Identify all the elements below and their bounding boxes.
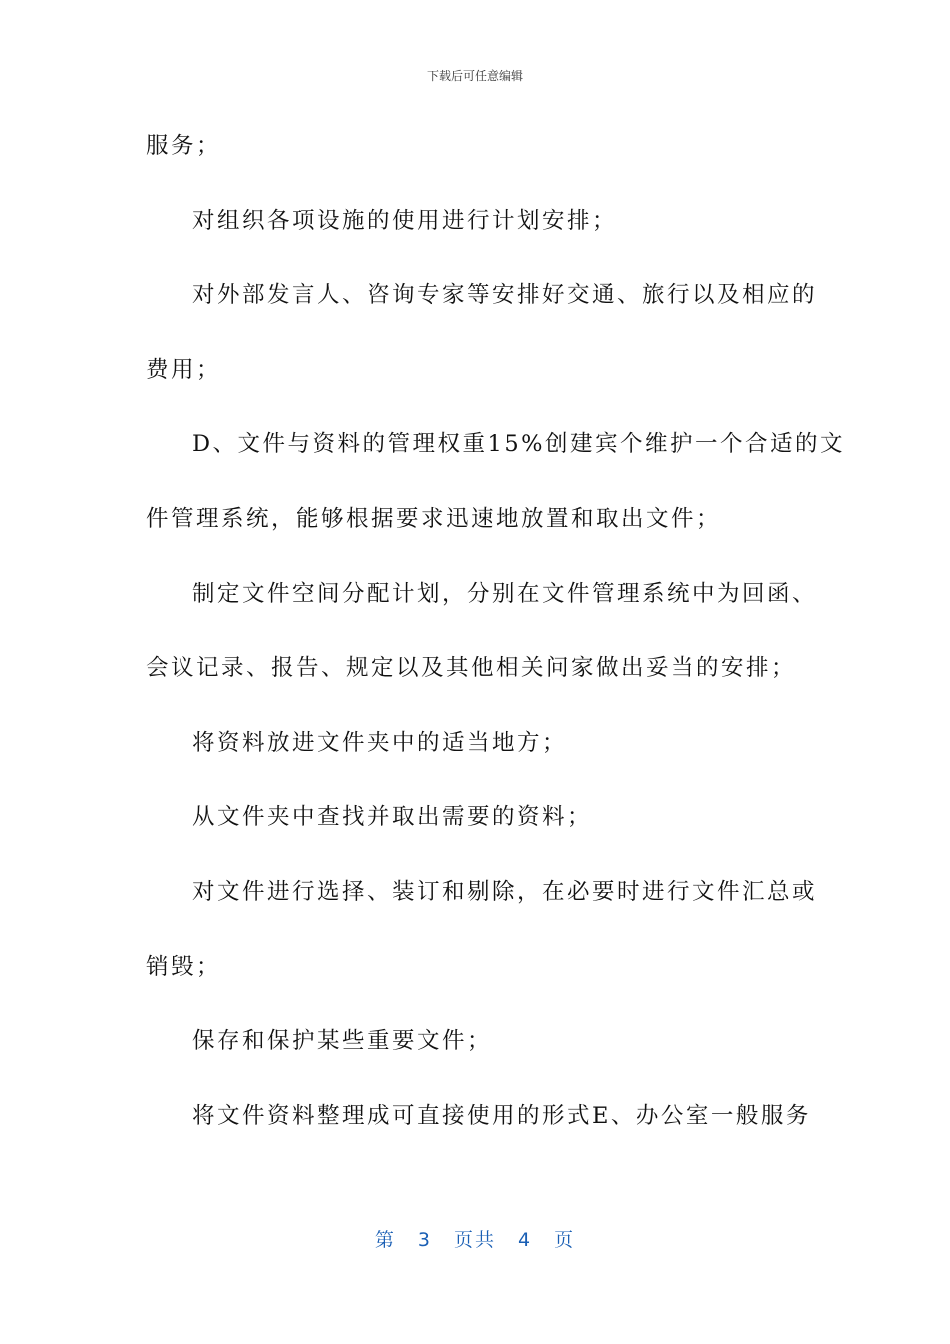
text-line: 对组织各项设施的使用进行计划安排； (192, 207, 618, 234)
text-line: 件管理系统，能够根据要求迅速地放置和取出文件； (146, 505, 722, 532)
text-line: 销毁； (146, 953, 222, 980)
text-line: 对外部发言人、咨询专家等安排好交通、旅行以及相应的 (192, 282, 818, 309)
text-line: 会议记录、报告、规定以及其他相关问家做出妥当的安排； (146, 655, 797, 682)
text-line: 服务； (146, 133, 222, 159)
page-number: 第 3 页共 4 页 (374, 1229, 576, 1251)
text-line: 将资料放进文件夹中的适当地方； (192, 729, 568, 756)
text-line: 制定文件空间分配计划，分别在文件管理系统中为回函、 (192, 580, 818, 607)
page-header-note: 下载后可任意编辑 (426, 69, 523, 83)
text-line: 对文件进行选择、装订和剔除，在必要时进行文件汇总或 (192, 878, 818, 905)
text-line: 费用； (146, 356, 222, 383)
text-line: 将文件资料整理成可直接使用的形式E、办公室一般服务 (192, 1102, 811, 1129)
text-line: 保存和保护某些重要文件； (192, 1028, 493, 1055)
document-body (146, 125, 846, 1169)
text-line: D、文件与资料的管理权重15%创建宾个维护一个合适的文 (192, 431, 846, 458)
text-line: 从文件夹中查找并取出需要的资料； (192, 804, 593, 831)
